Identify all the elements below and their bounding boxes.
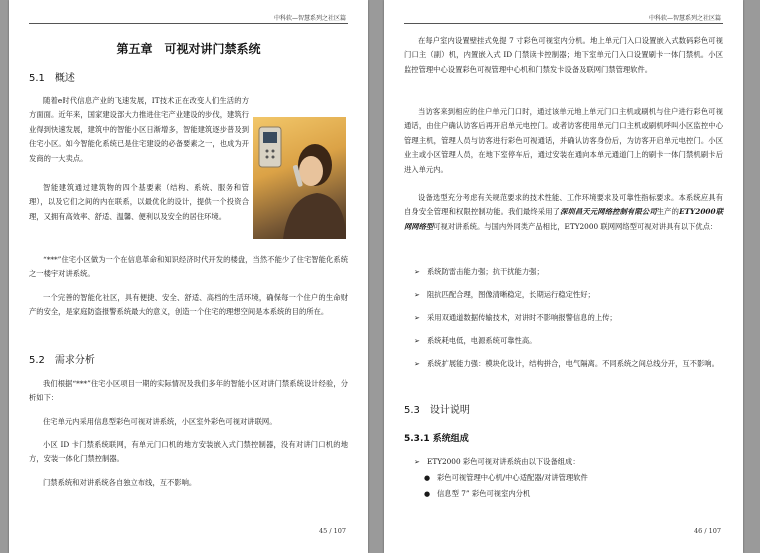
- section-title-5-3: 5.3 设计说明: [404, 405, 470, 416]
- header-rule: [29, 23, 348, 24]
- list-item: ➢ 系统防雷击能力强；抗干扰能力强；: [414, 265, 723, 279]
- left-page: [9, 0, 368, 553]
- text-run: 生产的: [656, 207, 680, 217]
- arrow-bullet-icon: ➢: [414, 458, 420, 466]
- paragraph: 住宅单元内采用信息型彩色可视对讲系统，小区室外彩色可视对讲联网。: [43, 417, 277, 426]
- section-title-5-1: 5.1 概述: [29, 73, 75, 84]
- section-title-5-2: 5.2 需求分析: [29, 355, 95, 366]
- product-name: ETY2000联网网络型: [404, 207, 724, 231]
- text-run: 可视对讲系统。与国内外同类产品相比，ETY2000 联网网络型可视对讲具有以下优点：: [433, 221, 718, 231]
- paragraph: 在每户室内设置壁挂式免提 7 寸彩色可视室内分机。地上单元门入口设置嵌入式数码彩色可视门口主（副）机，内置嵌入式 ID 门禁读卡控制器；地下室单元门入口设置刷卡一体门禁机。小区监控管理中心设置彩色可视管理中心机和门禁发卡设备及联网门禁管理软件。: [404, 36, 723, 74]
- paragraph: 当访客来到相应的住户单元门口时，通过该单元地上单元门口主机或刷机与住户进行彩色可视通话，由住户确认访客后再开启单元电控门。或者访客使用单元门口主机或刷机呼叫小区监控中心管理主机，管理人员与访客进行彩色可视通话，并确认访客身份后，为访客开启单元电控门。小区业主或小区管理人员，在地下室停车后，通过安装在通向本单元通道门上的刷卡一体门禁机刷卡后进入单元内。: [404, 107, 723, 174]
- list-item: ● 信息型 7” 彩色可视室内分机: [424, 487, 723, 501]
- header-rule: [404, 23, 723, 24]
- arrow-bullet-icon: ➢: [414, 268, 420, 276]
- page-number: 45 / 107: [319, 527, 346, 535]
- right-page: [384, 0, 743, 553]
- company-name: 深圳昌天元网络控制有限公司: [560, 207, 657, 217]
- paragraph: 一个完善的智能化社区，具有便捷、安全、舒适、高档的生活环境，确保每一个住户的生命财产的安全，是家庭防盗报警系统最大的意义，创造一个住宅的理想空间是本系统的目的所在。: [29, 293, 348, 317]
- arrow-bullet-icon: ➢: [414, 291, 420, 299]
- list-item: ➢ 系统耗电低，电源系统可靠性高。: [414, 334, 723, 348]
- arrow-bullet-icon: ➢: [414, 337, 420, 345]
- list-item: ➢ 阻抗匹配合理，图像清晰稳定，长期运行稳定性好；: [414, 288, 723, 302]
- paragraph: 随着e时代信息产业的飞速发展，IT技术正在改变人们生活的方方面面。近年来，国家建设部大力推进住宅产业建设的步伐，建筑行业得到快速发展，建筑中的智能小区日渐增多，智能建筑逐步普及到住宅小区。如今智能化系统已是住宅建设的必备要素之一，也成为开发商的一大卖点。: [29, 96, 249, 163]
- page-number: 46 / 107: [694, 527, 721, 535]
- list-item: ➢ 系统扩展能力强：模块化设计，结构拼合，电气隔离。不同系统之间总线分开，互不影响。: [414, 357, 723, 371]
- list-item: ➢ ETY2000 彩色可视对讲系统由以下设备组成：: [414, 455, 723, 469]
- dot-bullet-icon: ●: [424, 490, 431, 498]
- paragraph: “***”住宅小区做为一个在信息革命和知识经济时代开发的楼盘，当然不能少了住宅智能化系统之一楼宇对讲系统。: [29, 255, 348, 279]
- paragraph: 智能建筑通过建筑物的四个基要素（结构、系统、服务和管理），以及它们之间的内在联系，以最优化的设计，提供一个投资合理，又拥有高效率、舒适、温馨、便利以及安全的居住环境。: [29, 183, 249, 221]
- paragraph: 小区 ID 卡门禁系统联网，有单元门口机的地方安装嵌入式门禁控制器，没有对讲门口机的地方，安装一体化门禁控制器。: [29, 440, 348, 464]
- dot-bullet-icon: ●: [424, 474, 431, 482]
- page-header: 中科软—智慧系列之社区篇: [648, 15, 721, 22]
- paragraph: 我们根据“***”住宅小区项目一期的实际情况及我们多年的智能小区对讲门禁系统设计经验，分析如下：: [29, 379, 348, 403]
- text-run: 设备选型充分考虑有关规范要求的技术性能、工作环境要求及可靠性指标要求。本系统应具有自身安全管理和权限控制功能。我们最终采用了: [404, 193, 723, 217]
- paragraph: [404, 191, 723, 234]
- paragraph: 门禁系统和对讲系统各自独立布线，互不影响。: [43, 478, 197, 487]
- chapter-title: 第五章 可视对讲门禁系统: [116, 42, 261, 56]
- intercom-photo: [253, 117, 346, 239]
- list-item: ● 彩色可视管理中心机/中心适配器/对讲管理软件: [424, 471, 723, 485]
- subsection-title-5-3-1: 5.3.1 系统组成: [404, 434, 469, 444]
- arrow-bullet-icon: ➢: [414, 360, 420, 368]
- arrow-bullet-icon: ➢: [414, 314, 420, 322]
- list-item: ➢ 采用双通道数据传输技术，对讲时不影响报警信息的上传；: [414, 311, 723, 325]
- page-header: 中科软—智慧系列之社区篇: [273, 15, 346, 22]
